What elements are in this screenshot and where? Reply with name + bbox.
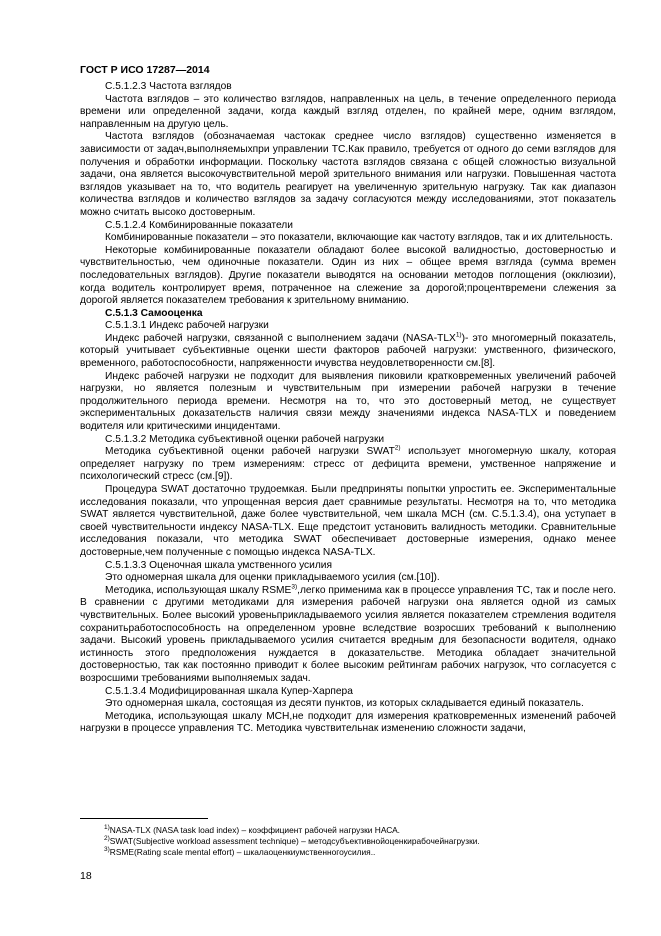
paragraph: Индекс рабочей нагрузки не подходит для выявления пиковили кратковременных увеличений рабочей нагрузки, но является полезным и чувствительным при измерении рабочей нагрузки в течение продолжительного периода времени. Несмотря на то, что это достоверный метод, не существует экспериментальных доказательств наличия связи между значениями индекса NASA-TLX и поведением водителя или критическими инцидентами. (80, 370, 616, 433)
text-run: )- это многомерный показатель, который учитывает субъективные оценки шести факторов рабочей нагрузки: умственного, физического, временного, работоспособности, напряженности ичувства неудовлетворенности см.[8]. (80, 332, 617, 370)
paragraph: Комбинированные показатели – это показатели, включающие как частоту взглядов, так и их длительность. (105, 232, 613, 244)
text-run: использует многомерную шкалу, которая определяет нагрузку по трем измерениям: стресс от дефицита времени, умственное напряжение и психологический стресс (см.[9]). (80, 446, 616, 483)
footnote (104, 847, 614, 858)
paragraph: Некоторые комбинированные показатели обладают более высокой валидностью, достоверностью и чувствительностью, чем одиночные показатели. Один из них – общее время взгляда (сумма времен последовательных взглядов). Другие показатели выводятся на основании методов поглощения (окклюзии), когда водитель контролирует время, потраченное на слежение за дорогой;процентвремени слежения за дорогой является показателем требования к зрительному вниманию. (80, 244, 616, 307)
paragraph: Это одномерная шкала, состоящая из десяти пунктов, из которых складывается единый показатель. (105, 698, 584, 710)
subsection-heading: С.5.1.3.3 Оценочная шкала умственного усилия (105, 559, 332, 571)
subsection-heading: С.5.1.3.1 Индекс рабочей нагрузки (105, 320, 269, 332)
text-run: Методика субъективной оценки рабочей нагрузки SWAT (105, 446, 395, 458)
document-header: ГОСТ Р ИСО 17287—2014 (80, 64, 210, 76)
footnote-text: SWAT(Subjective workload assessment technique) – методсубъективнойоценкирабочейнагрузки. (109, 836, 480, 847)
paragraph: Частота взглядов (обозначаемая частокак среднее число взглядов) существенно изменяется в зависимости от задач,выполняемыхпри управлении ТС.Как правило, требуется от одного до семи взглядов для получения и обработки информации. Поскольку частота взглядов связана с общей сложностью визуальной задачи, она является высокочувствительной мерой зрительного внимания или нагрузки. Повышенная частота взглядов указывает на то, что водитель реагирует на увеличенную зрительную нагрузку. Так как диапазон количества взглядов и количество взглядов за задачу согласуются между исследованиями, этот показатель можно считать высоко достоверным. (80, 131, 616, 218)
paragraph: Процедура SWAT достаточно трудоемкая. Были предприняты попытки упростить ее. Экспериментальные исследования показали, что упрощенная версия дает сравнимые результаты. Несмотря на то, что методика SWAT является чувствительной, даже более чувствительной, чем шкала МСН (см. С.5.1.3.4), она уступает в своей чувствительности индексу NASA-TLX. Еще предстоит установить валидность методики. Сравнительные исследования показали, что методика SWAT обеспечивает достоверные измерения, однако менее достоверные,чем полученные с помощью индекса NASA-TLX. (80, 484, 616, 558)
paragraph: Частота взглядов – это количество взглядов, направленных на цель, в течение определенного периода времени или определенной задачи, когда каждый взгляд отделен, по крайней мере, одним взглядом, направленным на другую цель. (80, 93, 616, 130)
paragraph: Методика, использующая шкалу МСН,не подходит для измерения кратковременных изменений рабочей нагрузки в процессе управления ТС. Методика чувствительнак изменению сложности задачи, (80, 710, 616, 735)
footnotes (104, 825, 614, 859)
footnote (104, 825, 614, 836)
section-heading: С.5.1.3 Самооценка (105, 307, 203, 319)
text-run: ,легко применима как в процессе управления ТС, так и после него. В сравнении с другими методиками для измерения рабочей нагрузки она является одной из самых чувствительных. Более высокий уровеньприкладываемого усилия является показателем стремления водителя сохранитьработоспособность на определенном уровне вследствие возросших требований к выполнению задачи. Высокий уровень прикладываемого усилия считается вредным для безопасности водителя, однако истинность этого предположения нуждается в доказательстве. Методика обладает значительной достоверностью, так как постоянно приводит к более высоким рейтингам рабочих нагрузок, что согласуется с возросшими требованиями выполняемых задач. (80, 584, 616, 684)
subsection-heading: С.5.1.2.4 Комбинированные показатели (105, 219, 293, 231)
footnote-ref: 2) (394, 444, 401, 452)
paragraph (80, 333, 616, 371)
subsection-heading: С.5.1.2.3 Частота взглядов (105, 81, 232, 92)
footnote-mark: 2) (104, 835, 110, 843)
text-run: Индекс рабочей нагрузки, связанной с выполнением задачи (NASA-TLX (105, 332, 456, 344)
subsection-heading: С.5.1.3.4 Модифицированная шкала Купер-Харпера (105, 685, 353, 697)
paragraph (80, 446, 616, 484)
footnote-divider (80, 818, 208, 819)
paragraph (80, 585, 616, 686)
footnote-mark: 1) (104, 824, 110, 832)
footnote-ref: 1) (455, 331, 462, 339)
text-run: Методика, использующая шкалу RSME (105, 584, 292, 596)
body-text (80, 81, 616, 736)
footnote-text: RSME(Rating scale mental effort) – шкалаоценкиумственногоусилия.. (109, 847, 376, 858)
page-number: 18 (80, 870, 92, 882)
footnote-text: NASA-TLX (NASA task load index) – коэффициент рабочей нагрузки НАСА. (109, 825, 400, 835)
footnote-mark: 3) (104, 846, 110, 854)
footnote-ref: 3) (291, 583, 298, 591)
paragraph: Это одномерная шкала для оценки прикладываемого усилия (см.[10]). (105, 572, 440, 584)
subsection-heading: С.5.1.3.2 Методика субъективной оценки рабочей нагрузки (105, 433, 385, 445)
footnote (104, 836, 614, 847)
